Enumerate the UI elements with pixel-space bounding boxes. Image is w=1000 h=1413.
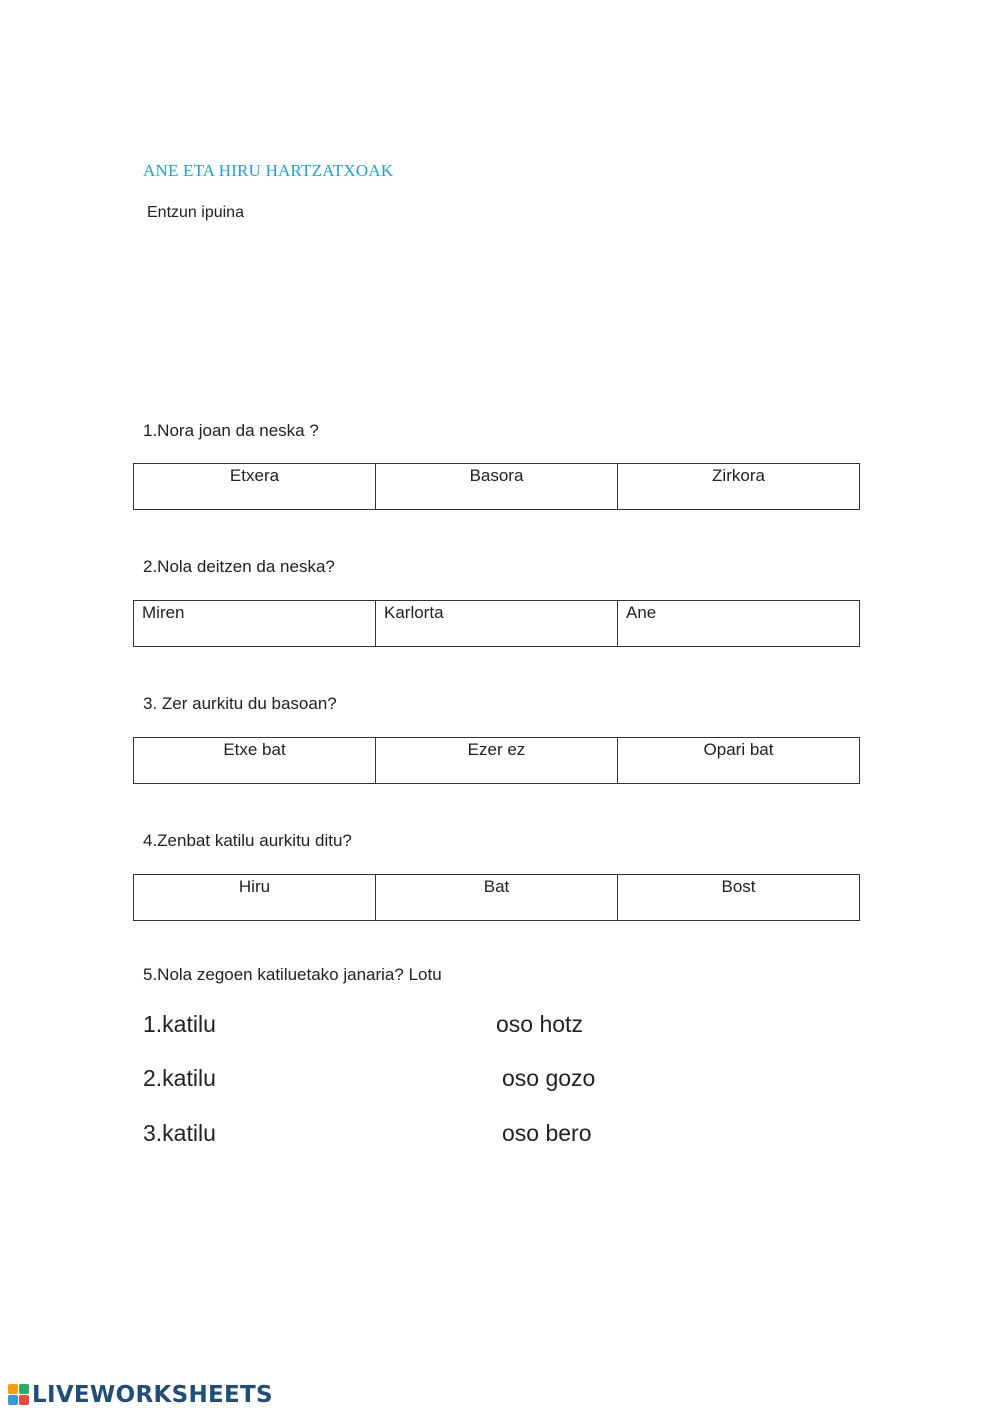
match-temperature[interactable]: oso hotz xyxy=(496,1011,583,1037)
answer-table-3 xyxy=(133,737,860,784)
answer-option[interactable]: Bat xyxy=(376,875,618,921)
answer-option[interactable]: Etxera xyxy=(134,464,376,510)
answer-option[interactable]: Zirkora xyxy=(618,464,860,510)
question-1: 1.Nora joan da neska ? xyxy=(143,421,319,440)
answer-option[interactable]: Karlorta xyxy=(376,601,618,647)
answer-option[interactable]: Hiru xyxy=(134,875,376,921)
answer-option[interactable]: Etxe bat xyxy=(134,738,376,784)
page-title: ANE ETA HIRU HARTZATXOAK xyxy=(143,161,394,180)
question-3: 3. Zer aurkitu du basoan? xyxy=(143,694,337,713)
question-5: 5.Nola zegoen katiluetako janaria? Lotu xyxy=(143,965,442,984)
answer-option[interactable]: Miren xyxy=(134,601,376,647)
match-row xyxy=(143,1120,743,1154)
answer-option[interactable]: Ezer ez xyxy=(376,738,618,784)
match-row xyxy=(143,1065,743,1099)
match-bowl[interactable]: 2.katilu xyxy=(143,1065,216,1091)
match-row xyxy=(143,1011,743,1045)
answer-table-4 xyxy=(133,874,860,921)
footer-logo xyxy=(8,1381,273,1409)
match-bowl[interactable]: 1.katilu xyxy=(143,1011,216,1037)
question-4: 4.Zenbat katilu aurkitu ditu? xyxy=(143,831,352,850)
match-temperature[interactable]: oso bero xyxy=(502,1120,592,1146)
match-bowl[interactable]: 3.katilu xyxy=(143,1120,216,1146)
answer-table-2 xyxy=(133,600,860,647)
answer-table-1 xyxy=(133,463,860,510)
answer-option[interactable]: Basora xyxy=(376,464,618,510)
match-temperature[interactable]: oso gozo xyxy=(502,1065,596,1091)
logo-text: LIVEWORKSHEETS xyxy=(32,1382,273,1408)
question-2: 2.Nola deitzen da neska? xyxy=(143,557,335,576)
answer-option[interactable]: Opari bat xyxy=(618,738,860,784)
subtitle: Entzun ipuina xyxy=(147,204,244,221)
liveworksheets-logo-icon xyxy=(8,1384,30,1406)
answer-option[interactable]: Bost xyxy=(618,875,860,921)
answer-option[interactable]: Ane xyxy=(618,601,860,647)
